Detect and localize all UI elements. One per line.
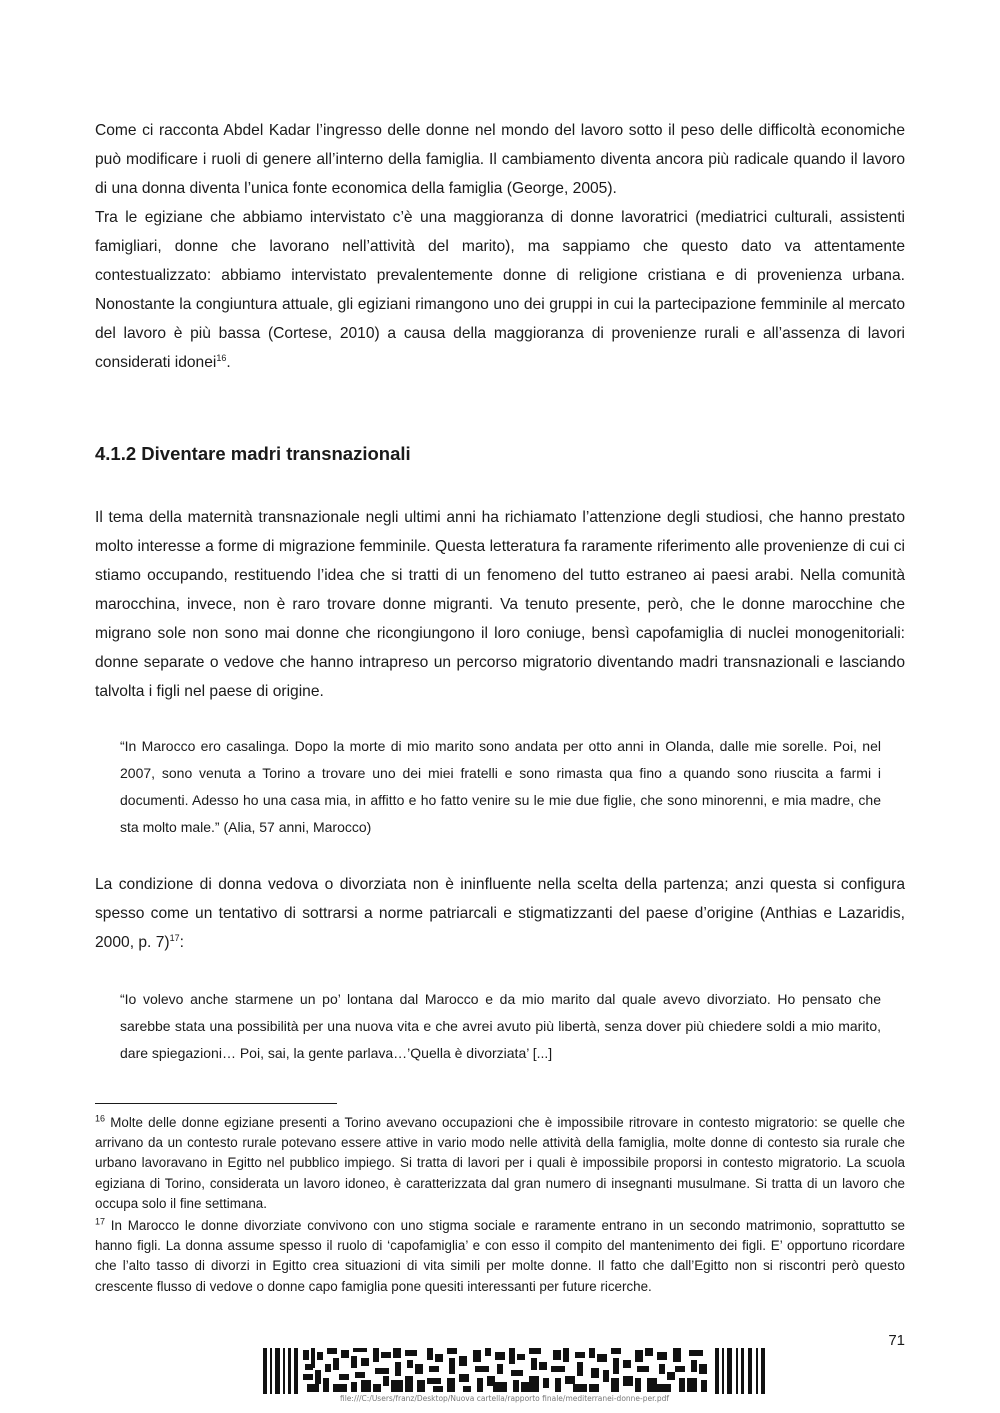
quote-alia-text: “In Marocco ero casalinga. Dopo la morte di mio marito sono andata per otto anni in Olanda, dalle mie sorelle. Poi, nel 2007, sono venuta a Torino a trovare uno dei miei fratelli e sono rimasta qua fino a quando sono riuscita a farmi i documenti. Adesso ho una casa mia, in affitto e ho fatto venire su le mie due figlie, che sono minorenni, e mia madre, che sta molto male.” (Alia, 57 anni, Marocco) — [120, 738, 881, 835]
barcode-caption: file:///C:/Users/franz/Desktop/Nuova cartella/rapporto finale/mediterranei-donne-per.pdf — [340, 1394, 670, 1403]
paragraph-transnational-motherhood-text: Il tema della maternità transnazionale negli ultimi anni ha richiamato l’attenzione degli studiosi, che hanno prestato molto interesse a forme di migrazione femminile. Questa letteratura fa raramente riferimento alle provenienze di cui ci stiamo occupando, restituendo l’idea che si tratti di un fenomeno del tutto estraneo ai paesi arabi. Nella comunità marocchina, invece, non è raro trovare donne migranti. Va tenuto presente, però, che le donne marocchine che migrano sole non sono mai donne che ricongiungono il loro coniuge, bensì capofamiglia di nuclei monogenitoriali: donne separate o vedove che hanno intrapreso un percorso migratorio diventando madri transnazionali e lasciando talvolta i figli nel paese di origine. — [95, 509, 905, 700]
paragraph-widow-condition — [95, 870, 905, 957]
quote-alia — [120, 733, 881, 841]
paragraph-egyptian-women-text: Tra le egiziane che abbiamo intervistato c’è una maggioranza di donne lavoratrici (mediatrici culturali, assistenti famigliari, donne che lavorano nell’attività del marito), ma sappiamo che questo dato va attentamente contestualizzato: abbiamo intervistato prevalentemente donne di religione cristiana e di provenienza urbana. Nonostante la congiuntura attuale, gli egiziani rimangono uno dei gruppi in cui la partecipazione femminile al mercato del lavoro è più bassa (Cortese, 2010) a causa della maggioranza di provenienze rurali e all’assenza di lavori considerati idonei — [95, 209, 905, 371]
paragraph-transnational-motherhood — [95, 503, 905, 706]
paragraph-intro-text: Come ci racconta Abdel Kadar l’ingresso delle donne nel mondo del lavoro sotto il peso delle difficoltà economiche può modificare i ruoli di genere all’interno della famiglia. Il cambiamento diventa ancora più radicale quando il lavoro di una donna diventa l’unica fonte economica della famiglia (George, 2005). — [95, 122, 905, 197]
footnote-ref-16[interactable]: 16 — [216, 352, 227, 363]
page-number: 71 — [888, 1332, 905, 1349]
section-heading: 4.1.2 Diventare madri transnazionali — [95, 443, 411, 464]
barcode-image — [263, 1348, 767, 1394]
footnote-17 — [95, 1216, 905, 1297]
footnote-16 — [95, 1113, 905, 1214]
footnote-16-number: 16 — [95, 1113, 106, 1124]
footnote-ref-17[interactable]: 17 — [169, 932, 180, 943]
paragraph-egyptian-women-end: . — [226, 354, 231, 371]
footnote-17-text: In Marocco le donne divorziate convivono con uno stigma sociale e raramente entrano in un secondo matrimonio, soprattutto se hanno figli. La donna assume spesso il ruolo di ‘capofamiglia’ e con esso il compito del mantenimento dei figli. E’ opportuno ricordare che l’alto tasso di divorzi in Egitto crea situazioni di vita simili per molte donne. Il fatto che dall’Egitto non si riscontri però questo crescente flusso di vedove o donne capo famiglia pone quesiti interessanti per future ricerche. — [95, 1218, 905, 1294]
quote-divorced-text: “Io volevo anche starmene un po’ lontana dal Marocco e da mio marito dal quale avevo divorziato. Ho pensato che sarebbe stata una possibilità per una nuova vita e che avrei avuto più libertà, senza dover più chiedere soldi a mio marito, dare spiegazioni… Poi, sai, la gente parlava…’Quella è divorziata’ [...] — [120, 991, 881, 1061]
paragraph-intro — [95, 116, 905, 203]
footnote-16-text: Molte delle donne egiziane presenti a Torino avevano occupazioni che è impossibile ritrovare in contesto migratorio: se quelle che arrivano da un contesto rurale potevano essere attive in vario modo nelle attività della famiglia, molte donne di contesto sia rurale che urbano lavoravano in Egitto nel pubblico impiego. Si tratta di lavori per i quali è impossibile proporsi in contesto migratorio. La scuola egiziana di Torino, considerata un lavoro idoneo, è caratterizzata dal gran numero di insegnanti musulmane. Si tratta di un lavoro che occupa solo il fine settimana. — [95, 1115, 905, 1211]
paragraph-egyptian-women — [95, 203, 905, 377]
quote-divorced — [120, 986, 881, 1067]
paragraph-widow-condition-text: La condizione di donna vedova o divorziata non è ininfluente nella scelta della partenza; anzi questa si configura spesso come un tentativo di sottrarsi a norme patriarcali e stigmatizzanti del paese d’origine (Anthias e Lazaridis, 2000, p. 7) — [95, 876, 905, 951]
footnote-separator — [95, 1103, 337, 1104]
footnote-17-number: 17 — [95, 1216, 106, 1227]
paragraph-widow-condition-end: : — [179, 934, 184, 951]
